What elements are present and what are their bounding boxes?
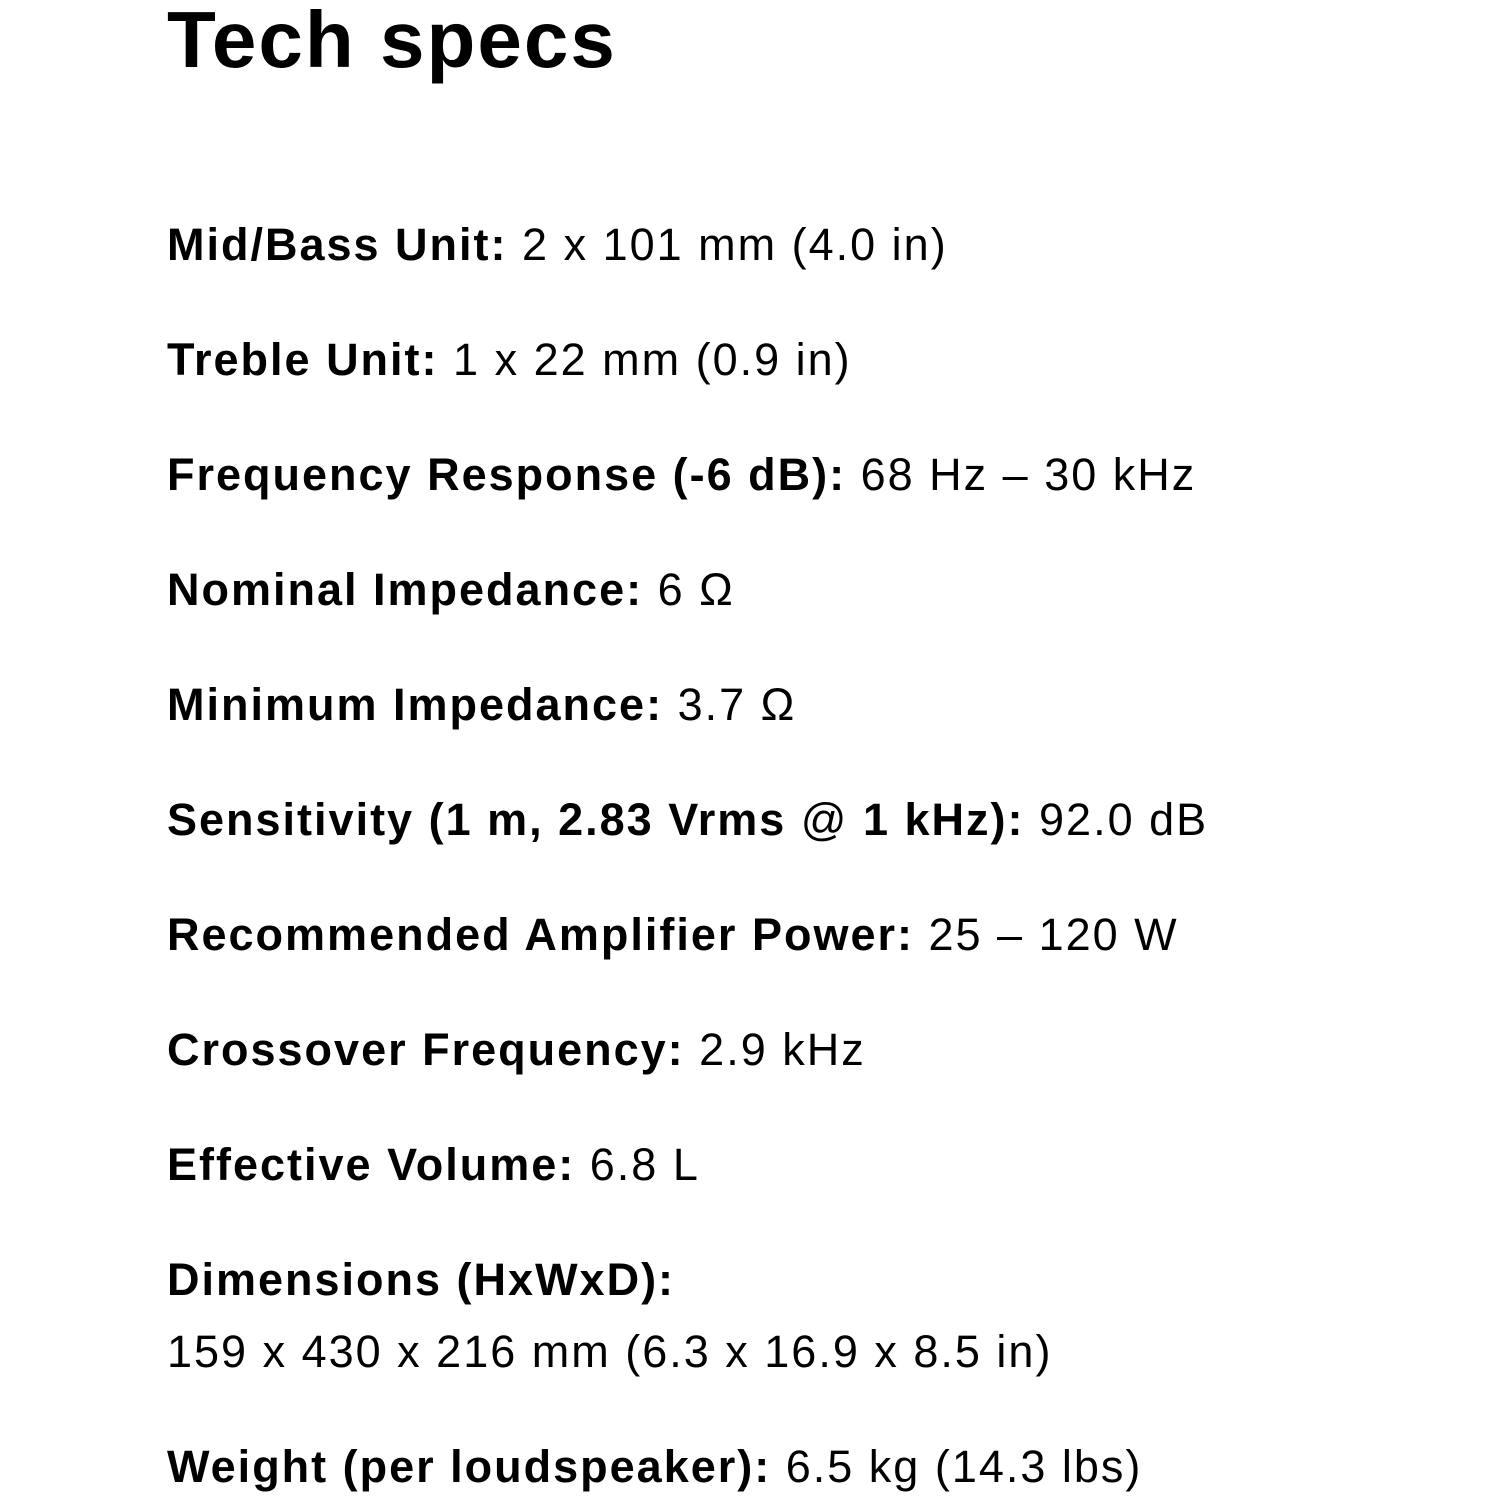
spec-value: 6.8 L (575, 1139, 700, 1190)
page-title: Tech specs (167, 0, 617, 84)
spec-row-sensitivity (167, 784, 1457, 856)
spec-label: Nominal Impedance: (167, 564, 644, 615)
spec-label: 1 kHz): (848, 794, 1025, 845)
spec-value: 25 – 120 W (913, 909, 1179, 960)
spec-value: 159 x 430 x 216 mm (6.3 x 16.9 x 8.5 in) (167, 1326, 1053, 1377)
spec-label: @ (800, 794, 849, 845)
spec-row-dimensions (167, 1244, 1457, 1388)
spec-value: 1 x 22 mm (0.9 in) (438, 334, 852, 385)
spec-value: 6 Ω (643, 564, 735, 615)
spec-list (167, 209, 1457, 1503)
spec-value: 2 x 101 mm (4.0 in) (507, 219, 948, 270)
spec-label: Treble Unit: (167, 334, 439, 385)
spec-label: Sensitivity (1 m, 2.83 Vrms (167, 794, 801, 845)
spec-label: Dimensions (HxWxD): (167, 1254, 676, 1305)
spec-row-treble-unit (167, 324, 1457, 396)
spec-label: Weight (per loudspeaker): (167, 1441, 772, 1492)
spec-row-mid-bass-unit (167, 209, 1457, 281)
spec-row-crossover-frequency (167, 1014, 1457, 1086)
spec-row-effective-volume (167, 1129, 1457, 1201)
spec-label: Effective Volume: (167, 1139, 576, 1190)
spec-row-nominal-impedance (167, 554, 1457, 626)
spec-value: 68 Hz – 30 kHz (846, 449, 1197, 500)
spec-label: Recommended Amplifier Power: (167, 909, 914, 960)
spec-label: Minimum Impedance: (167, 679, 664, 730)
spec-row-weight (167, 1431, 1457, 1503)
spec-label: Crossover Frequency: (167, 1024, 685, 1075)
spec-label: Frequency Response (-6 dB): (167, 449, 847, 500)
spec-value: 6.5 kg (14.3 lbs) (771, 1441, 1143, 1492)
spec-value: 92.0 dB (1024, 794, 1209, 845)
spec-value: 3.7 Ω (663, 679, 797, 730)
spec-label: Mid/Bass Unit: (167, 219, 508, 270)
spec-value: 2.9 kHz (684, 1024, 866, 1075)
spec-row-recommended-amplifier-power (167, 899, 1457, 971)
spec-row-frequency-response (167, 439, 1457, 511)
spec-row-minimum-impedance (167, 669, 1457, 741)
